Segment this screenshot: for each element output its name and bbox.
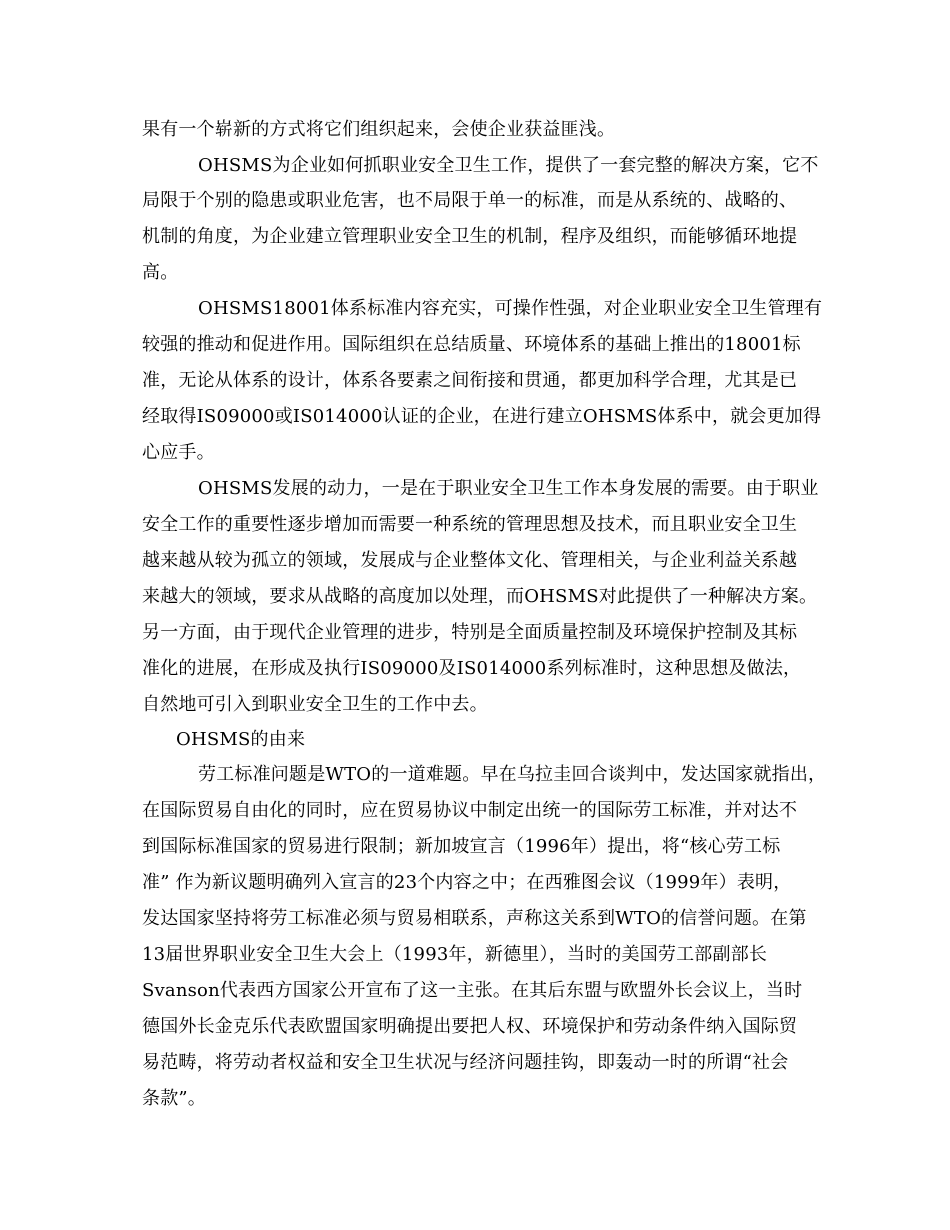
paragraph-line: OHSMS为企业如何抓职业安全卫生工作，提供了一套完整的解决方案，它不 — [198, 155, 819, 176]
paragraph-line: 来越大的领域，要求从战略的高度加以处理，而OHSMS对此提供了一种解决方案。 — [142, 586, 818, 607]
paragraph-line: 自然地可引入到职业安全卫生的工作中去。 — [142, 694, 488, 715]
paragraph-line: 易范畴，将劳动者权益和安全卫生状况与经济问题挂钩，即轰动一时的所谓“社会 — [142, 1052, 789, 1073]
paragraph-line: 准化的进展，在形成及执行IS09000及IS014000系列标准时，这种思想及做法， — [142, 658, 802, 679]
paragraph-line: 心应手。 — [142, 442, 215, 463]
paragraph-line: 13届世界职业安全卫生大会上（1993年，新德里），当时的美国劳工部副部长 — [142, 944, 768, 965]
paragraph-line: 果有一个崭新的方式将它们组织起来，会使企业获益匪浅。 — [142, 119, 616, 140]
paragraph-line: 经取得IS09000或IS014000认证的企业，在进行建立OHSMS体系中，就会更加得 — [142, 406, 822, 427]
paragraph-line: 机制的角度，为企业建立管理职业安全卫生的机制，程序及组织，而能够循环地提 — [142, 226, 798, 247]
paragraph-line: 局限于个别的隐患或职业危害，也不局限于单一的标准，而是从系统的、战略的、 — [142, 190, 798, 211]
paragraph-line: 发达国家坚持将劳工标准必须与贸易相联系，声称这关系到WTO的信誉问题。在第 — [142, 908, 807, 929]
paragraph-line: 劳工标准问题是WTO的一道难题。早在乌拉圭回合谈判中，发达国家就指出， — [198, 764, 827, 785]
paragraph-line: OHSMS18001体系标准内容充实，可操作性强，对企业职业安全卫生管理有 — [198, 298, 823, 319]
paragraph-line: 另一方面，由于现代企业管理的进步，特别是全面质量控制及环境保护控制及其标 — [142, 622, 798, 643]
paragraph-line: 在国际贸易自由化的同时，应在贸易协议中制定出统一的国际劳工标准，并对达不 — [142, 800, 798, 821]
paragraph-line: 准，无论从体系的设计，体系各要素之间衔接和贯通，都更加科学合理，尤其是已 — [142, 370, 798, 391]
paragraph-line: 较强的推动和促进作用。国际组织在总结质量、环境体系的基础上推出的18001标 — [142, 334, 801, 355]
paragraph-line: 高。 — [142, 262, 179, 283]
paragraph-line: 条款”。 — [142, 1088, 207, 1109]
paragraph-line: 到国际标准国家的贸易进行限制；新加坡宣言（1996年）提出，将“核心劳工标 — [142, 836, 781, 857]
paragraph-line: OHSMS发展的动力，一是在于职业安全卫生工作本身发展的需要。由于职业 — [198, 478, 819, 499]
paragraph-line: Svanson代表西方国家公开宣布了这一主张。在其后东盟与欧盟外长会议上，当时 — [142, 980, 803, 1001]
section-heading: OHSMS的由来 — [176, 729, 306, 750]
paragraph-line: 安全工作的重要性逐步增加而需要一种系统的管理思想及技术，而且职业安全卫生 — [142, 514, 798, 535]
paragraph-line: 德国外长金克乐代表欧盟国家明确提出要把人权、环境保护和劳动条件纳入国际贸 — [142, 1016, 798, 1037]
paragraph-line: 越来越从较为孤立的领域，发展成与企业整体文化、管理相关，与企业利益关系越 — [142, 550, 798, 571]
paragraph-line: 准” 作为新议题明确列入宣言的23个内容之中；在西雅图会议（1999年）表明， — [142, 872, 792, 893]
